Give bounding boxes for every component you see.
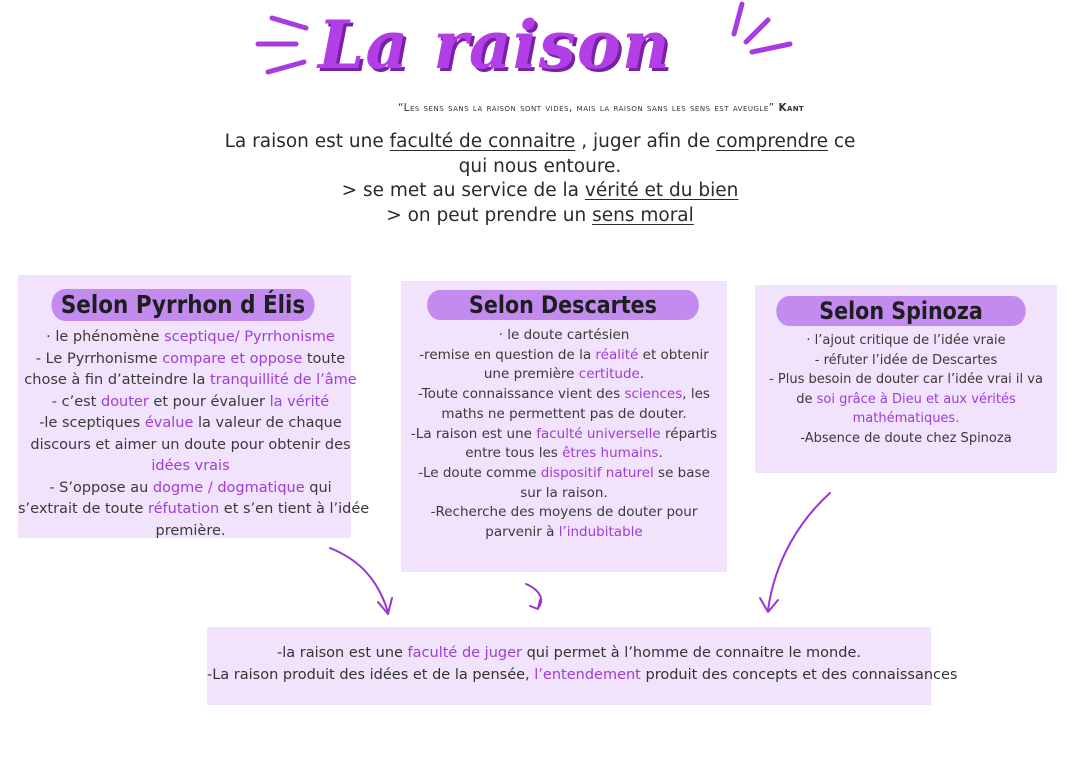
quote-text: “Les sens sans la raison sont vides, mais la raison sans les sens est aveugle” [398,102,775,114]
card-spinoza-title: Selon Spinoza [776,296,1025,326]
quote-author: Kant [778,102,804,114]
intro-line-3: > se met au service de la vérité et du bien [341,180,739,201]
conclusion-text: -la raison est une faculté de juger qui permet à l’homme de connaitre le monde. -La raison produit des idées et de la pensée, l’entendement produit des concepts et des connaissances [207,645,958,683]
kant-quote [398,102,804,114]
intro-line-1: La raison est une faculté de connaitre , juger afin de comprendre ce [224,131,856,152]
arrow-pyrrhon [330,548,388,612]
card-descartes-body: · le doute cartésien -remise en question de la réalité et obtenir une première certitude. -Toute connaissance vient des sciences, les maths ne permettent pas de douter. -La raison est une faculté universelle répartis entre tous les êtres humains. -Le doute comme dispositif naturel se base sur la raison. -Recherche des moyens de douter pour parvenir à l’indubitable [410,327,718,541]
card-pyrrhon-title: Selon Pyrrhon d Élis [51,289,314,321]
intro-line-2: qui nous entoure. [458,155,622,177]
card-pyrrhon-body: · le phénomène sceptique/ Pyrrhonisme - Le Pyrrhonisme compare et oppose toute chose à fin d’atteindre la tranquillité de l’âme - c’est douter et pour évaluer la vérité -le sceptiques évalue la valeur de chaque discours et aimer un doute pour obtenir des idées vrais - S’oppose au dogme / dogmatique qui s’extrait de toute réfutation et s’en tient à l’idée première. [18,329,370,539]
page-title: La raison [318,6,671,84]
card-descartes-title: Selon Descartes [427,290,699,320]
card-spinoza-body: · l’ajout critique de l’idée vraie - réfuter l’idée de Descartes - Plus besoin de douter car l’idée vrai il va de soi grâce à Dieu et aux vérités mathématiques. -Absence de doute chez Spinoza [769,333,1043,446]
intro-definition [200,130,880,228]
arrow-spinoza [768,493,830,610]
conclusion-box [207,627,958,705]
arrow-descartes [526,584,541,608]
intro-line-4: > on peut prendre un sens moral [386,204,694,226]
